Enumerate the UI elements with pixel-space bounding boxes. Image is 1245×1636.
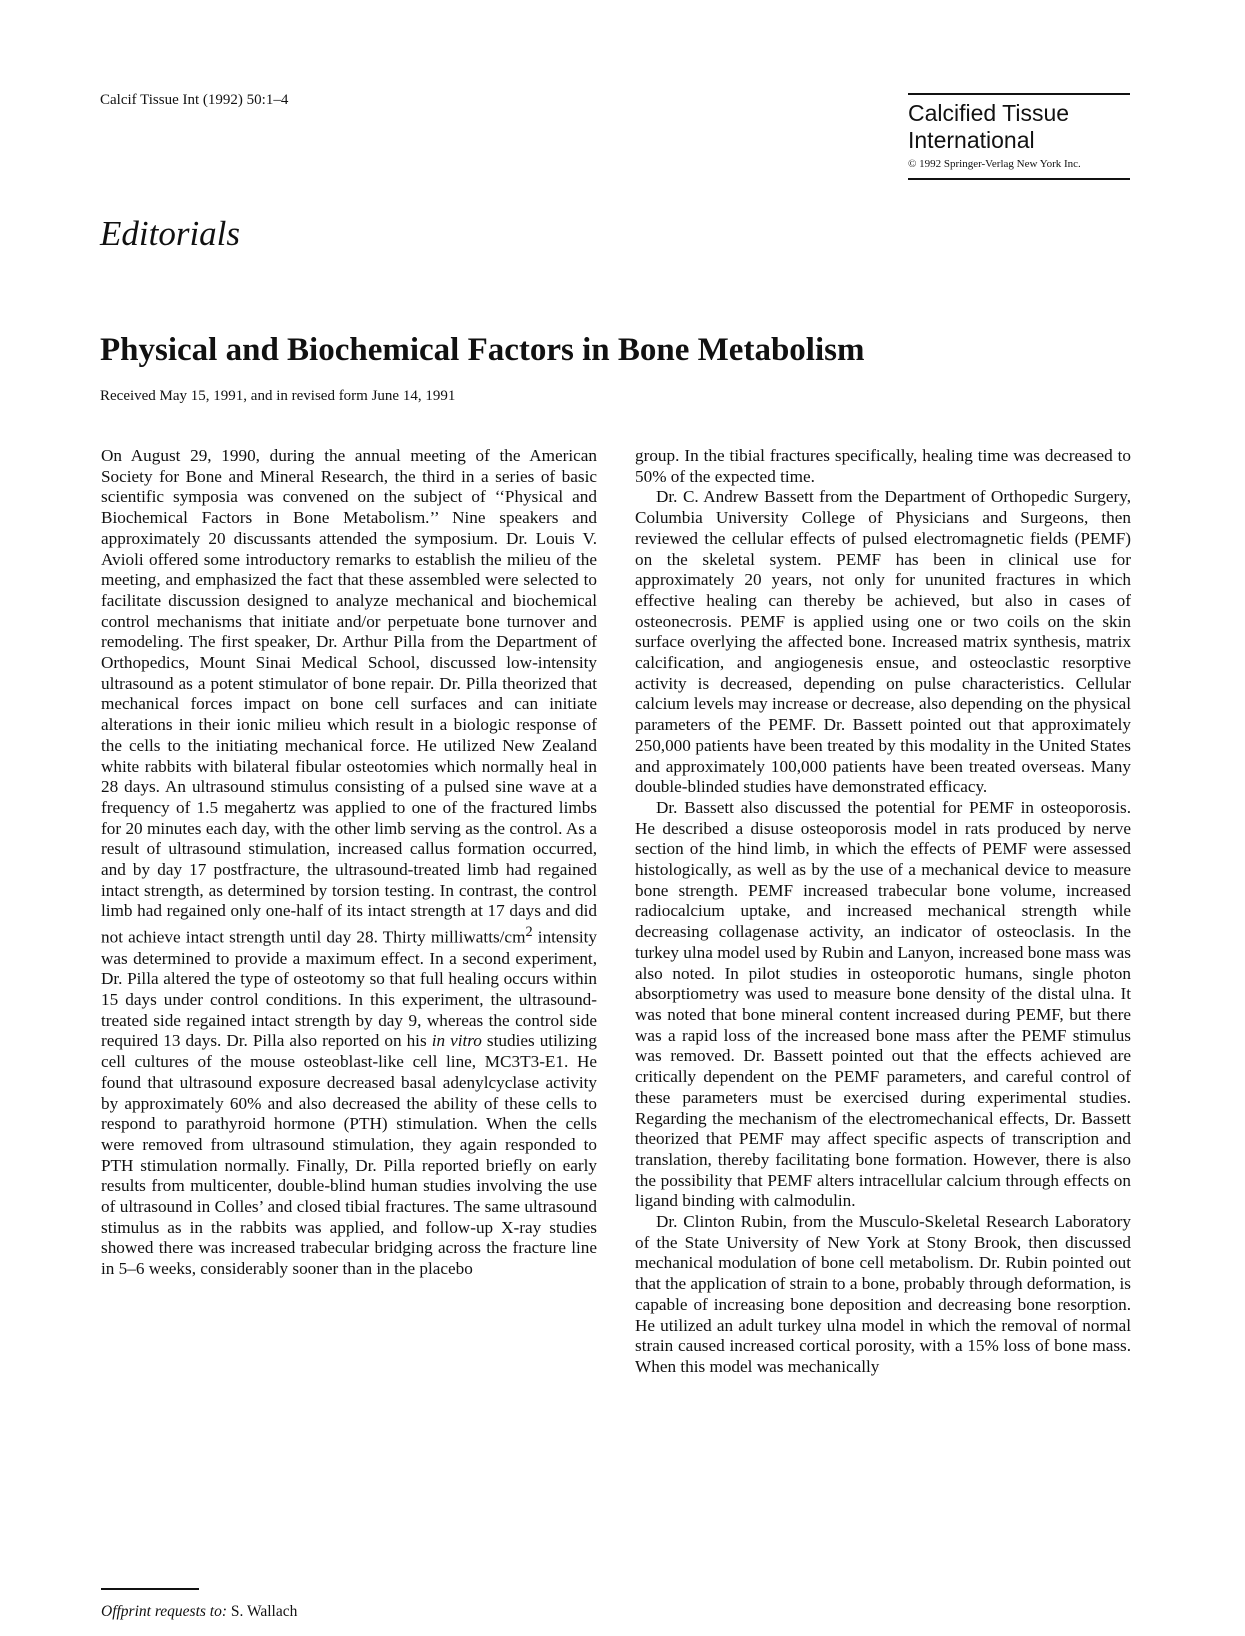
paragraph [101, 446, 597, 1280]
footnote [101, 1603, 297, 1621]
journal-name-line2: International [908, 127, 1035, 153]
footnote-name: S. Wallach [227, 1603, 298, 1620]
paragraph-text: studies utilizing cell cultures of the mouse osteoblast-like cell line, MC3T3-E1. He found that ultrasound exposure decreased basal adenylcyclase activity by approximately 60% and also decreased the ability of these cells to respond to parathyroid hormone (PTH) stimulation. When the cells were removed from ultrasound stimulation, they again responded to PTH stimulation normally. Finally, Dr. Pilla reported briefly on early results from multicenter, double-blind human studies involving the use of ultrasound in Colles’ and closed tibial fractures. The same ultrasound stimulus as in the rabbits was applied, and follow-up X-ray studies showed there was increased trabecular bridging across the fracture line in 5–6 weeks, considerably sooner than in the placebo [101, 1031, 597, 1279]
paragraph-text: On August 29, 1990, during the annual meeting of the American Society for Bone and Mineral Research, the third in a series of basic scientific symposia was convened on the subject of ‘‘Physical and Biochemical Factors in Bone Metabolism.’’ Nine speakers and approximately 20 discussants attended the symposium. Dr. Louis V. Avioli offered some introductory remarks to establish the milieu of the meeting, and emphasized the fact that these assembled were selected to facilitate discussion designed to analyze mechanical and biochemical control mechanisms that initiate and/or perpetuate bone turnover and remodeling. The first speaker, Dr. Arthur Pilla from the Department of Orthopedics, Mount Sinai Medical School, discussed low-intensity ultrasound as a potent stimulator of bone repair. Dr. Pilla theorized that mechanical forces impact on bone cell surfaces and can initiate alterations in their ionic milieu which result in a biologic response of the cells to the initiating mechanical force. He utilized New Zealand white rabbits with bilateral fibular osteotomies which normally heal in 28 days. An ultrasound stimulus consisting of a pulsed sine wave at a frequency of 1.5 megahertz was applied to one of the fractured limbs for 20 minutes each day, with the other limb serving as the control. As a result of ultrasound stimulation, increased callus formation occurred, and by day 17 postfracture, the ultrasound-treated limb had regained intact strength, as determined by torsion testing. In contrast, the control limb had regained only one-half of its intact strength at 17 days and did not achieve intact strength until day 28. Thirty milliwatts/cm [101, 446, 597, 947]
paragraph: Dr. Clinton Rubin, from the Musculo-Skeletal Research Laboratory of the State University of New York at Stony Brook, then discussed mechanical modulation of bone cell metabolism. Dr. Rubin pointed out that the application of strain to a bone, probably through deformation, is capable of increasing bone deposition and decreasing bone resorption. He utilized an adult turkey ulna model in which the removal of normal strain caused increased cortical porosity, with a 15% loss of bone mass. When this model was mechanically [635, 1212, 1131, 1376]
copyright-notice: © 1992 Springer-Verlag New York Inc. [908, 158, 1081, 170]
paragraph-text: intensity was determined to provide a maximum effect. In a second experiment, Dr. Pilla altered the type of osteotomy so that full healing occurs within 15 days under control conditions. In this experiment, the ultrasound-treated side regained intact strength by day 9, whereas the control side required 13 days. Dr. Pilla also reported on his [101, 927, 597, 1051]
journal-name [908, 100, 1130, 154]
superscript: 2 [525, 924, 533, 941]
paragraph: group. In the tibial fractures specifically, healing time was decreased to 50% of the expected time. [635, 446, 1131, 486]
paragraph: Dr. C. Andrew Bassett from the Department of Orthopedic Surgery, Columbia University College of Physicians and Surgeons, then reviewed the cellular effects of pulsed electromagnetic fields (PEMF) on the skeletal system. PEMF has been in clinical use for approximately 20 years, not only for ununited fractures in which effective healing can thereby be achieved, but also in cases of osteonecrosis. PEMF is applied using one or two coils on the skin surface overlying the affected bone. Increased matrix synthesis, matrix calcification, and angiogenesis ensue, and osteoclastic resorptive activity is decreased, depending on pulse characteristics. Cellular calcium levels may increase or decrease, also depending on the physical parameters of the PEMF. Dr. Bassett pointed out that approximately 250,000 patients have been treated by this modality in the United States and approximately 100,000 patients have been treated overseas. Many double-blinded studies have demonstrated efficacy. [635, 487, 1131, 797]
footnote-label: Offprint requests to: [101, 1603, 228, 1620]
body-column-right [635, 446, 1131, 1378]
italic-term: in vitro [431, 1031, 482, 1051]
paragraph: Dr. Bassett also discussed the potential for PEMF in osteoporosis. He described a disuse osteoporosis model in rats produced by nerve section of the hind limb, in which the effects of PEMF were assessed histologically, as well as by the use of a mechanical device to measure bone strength. PEMF increased trabecular bone volume, increased radiocalcium uptake, and increased mechanical strength while decreasing collagenase activity, an indicator of osteoclasis. In the turkey ulna model used by Rubin and Lanyon, increased bone mass was also noted. In pilot studies in osteoporotic humans, single photon absorptiometry was used to measure bone density of the distal ulna. It was noted that bone mineral content increased during PEMF, but there was a rapid loss of the increased bone mass after the PEMF stimulus was removed. Dr. Bassett pointed out that the effects achieved are critically dependent on the PEMF parameters, and careful control of these parameters must be exercised during experimental studies. Regarding the mechanism of the electromechanical effects, Dr. Bassett theorized that PEMF may affect specific aspects of transcription and translation, thereby facilitating bone formation. However, there is also the possibility that PEMF alters intracellular calcium through effects on ligand binding with calmodulin. [635, 797, 1131, 1211]
journal-name-line1: Calcified Tissue [908, 100, 1070, 126]
received-date: Received May 15, 1991, and in revised form June 14, 1991 [100, 388, 456, 404]
section-heading: Editorials [100, 214, 241, 253]
journal-citation: Calcif Tissue Int (1992) 50:1–4 [100, 92, 289, 108]
footnote-divider [101, 1588, 199, 1590]
journal-masthead [908, 93, 1130, 180]
article-title: Physical and Biochemical Factors in Bone Metabolism [100, 332, 865, 368]
body-column-left [101, 446, 597, 1280]
